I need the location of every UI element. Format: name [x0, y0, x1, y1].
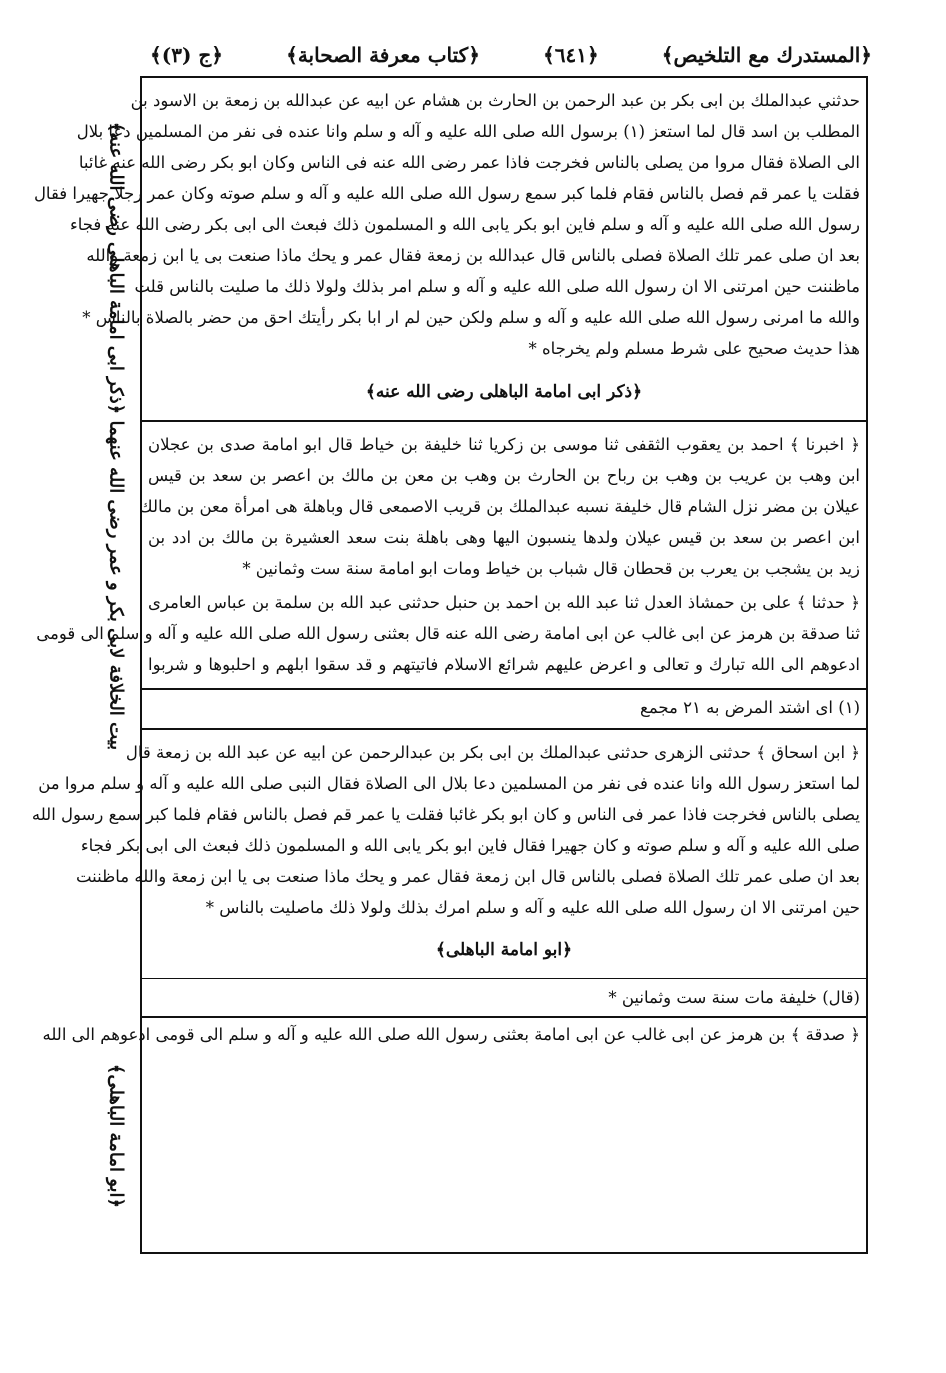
text-line: صلى الله عليه و آله و سلم صوته و كان جهيرا فقال فاين ابو بكر يابى الله و المسلمون ذلك فبعث الى ابى بكر فجاء: [80, 836, 860, 855]
text-line: لما استعز رسول الله وانا عنده فى نفر من المسلمين دعا بلال الى الصلاة فقال النبى صلى الله عليه و آله و سلم مروا من: [38, 774, 860, 793]
text-line: ادعوهم الى الله تبارك و تعالى و اعرض عليهم شرائع الاسلام فاتيتهم و قد سقوا ابلهم و احلبوها و شربوا: [148, 655, 860, 674]
section-divider: [142, 1016, 866, 1018]
text-line: (قال) خليفة مات سنة ست وثمانين *: [608, 988, 860, 1007]
text-line: ﴿ صدقة ﴾ بن هرمز عن ابى غالب عن ابى امامة بعثنى رسول الله صلى الله عليه و آله و سلم الى قومى ادعوهم الى الله: [42, 1025, 860, 1044]
header-volume: ﴿ج (٣)﴾: [150, 43, 224, 67]
text-line: بعد ان صلى عمر تلك الصلاة فصلى بالناس قال عبدالله بن زمعة فقال عمر و يحك ماذا صنعت بى يا ابن زمعة والله: [86, 246, 860, 265]
header-page-number: ﴿٦٤١﴾: [543, 43, 599, 67]
text-line: المطلب بن اسد قال لما استعز (١) برسول الله صلى الله عليه و آله و سلم وانا عنده فى نفر من المسلمين دعا بلال: [76, 122, 860, 141]
text-line: زيد بن يشجب بن يعرب بن قحطان قال شباب بن خياط ومات ابو امامة سنة ست وثمانين *: [242, 559, 860, 578]
section-divider: [142, 728, 866, 730]
text-line: الى الصلاة فقال مروا من يصلى بالناس فخرجت فاذا عمر رضى الله عنه فى الناس وكان ابو بكر رضى الله عنه غائبا: [78, 153, 860, 172]
header-chapter-title: ﴿كتاب معرفة الصحابة﴾: [286, 43, 480, 67]
section-heading: ﴿ابو امامة الباهلى﴾: [435, 940, 573, 960]
footnote-divider: [142, 688, 866, 690]
margin-note-upper: بيت الخلافة لابى بكر و عمر رضى الله عنهما ﴿ذكر ابى امامة الباهلى رضى الله عنه﴾: [105, 121, 127, 751]
text-line: ﴿ اخبرنا ﴾ احمد بن يعقوب الثقفى ثنا موسى بن زكريا ثنا خليفة بن خياط قال ابو امامة صدى بن عجلان: [148, 435, 860, 454]
section-heading: ﴿ذكر ابى امامة الباهلى رضى الله عنه﴾: [365, 382, 643, 402]
header-book-title: ﴿المستدرك مع التلخيص﴾: [661, 43, 872, 67]
text-line: ثنا صدقة بن هرمز عن ابى غالب عن ابى امامة رضى الله عنه قال بعثنى رسول الله صلى الله عليه و آله و سلم الى قومى: [36, 624, 860, 643]
text-line: ﴿ حدثنا ﴾ على بن حمشاذ العدل ثنا عبد الله بن احمد بن حنبل حدثنى عبد الله بن سلمة بن عباس العامرى: [148, 593, 860, 612]
text-line: عيلان بن مضر نزل الشام قال خليفة نسبه عبدالملك بن قريب الاصمعى قال وباهلة هى امرأة معن بن مالك: [139, 497, 860, 516]
section-divider: [142, 420, 866, 422]
section-divider: [142, 978, 866, 979]
text-line: ابن وهب بن عريب بن وهب بن رباح بن الحارث بن وهب بن معن بن مالك بن اعصر بن سعد بن قيس: [148, 466, 860, 485]
text-line: والله ما امرنى رسول الله صلى الله عليه و آله و سلم ولكن حين لم ار ابا بكر رأيتك احق من حضر بالصلاة بالناس *: [82, 308, 860, 327]
text-line: رسول الله صلى الله عليه و آله و سلم فاين ابو بكر يابى الله و المسلمون ذلك فبعث الى ابى بكر رضى الله عنه فجاء: [69, 215, 860, 234]
text-line: ﴿ ابن اسحاق ﴾ حدثنى الزهرى حدثنى عبدالملك بن ابى بكر بن عبدالرحمن عن ابيه عن عبد الله بن زمعة قال: [125, 743, 860, 762]
text-line: بعد ان صلى عمر تلك الصلاة فصلى بالناس قال ابن زمعة فقال عمر و يحك ماذا صنعت بى يا ابن زمعة والله ماظننت: [75, 867, 860, 886]
text-line: فقلت يا عمر قم فصل بالناس فقام فلما كبر سمع رسول الله صلى الله عليه و آله و سلم صوته وكان عمر رجلا جهيرا فقال: [33, 184, 860, 203]
footnote: (١) اى اشتد المرض به ٢١ مجمع: [640, 698, 860, 717]
margin-note-lower: ﴿ابو امامة الباهلى﴾: [105, 1063, 127, 1209]
text-line: ابن اعصر بن سعد بن قيس عيلان ولدها ينسبون اليها وهى باهلة بنت سعد العشيرة بن مالك بن ادد بن: [148, 528, 860, 547]
text-line: ماظننت حين امرتنى الا ان رسول الله صلى الله عليه و آله و سلم امر بذلك ولولا ذلك ما صليت بالناس قلت: [134, 277, 860, 296]
text-line: حين امرتنى الا ان رسول الله صلى الله عليه و آله و سلم امرك بذلك ولولا ذلك ماصليت بالناس *: [205, 898, 860, 917]
text-line: هذا حديث صحيح على شرط مسلم ولم يخرجاه *: [528, 339, 860, 358]
running-header: [150, 38, 872, 72]
text-line: يصلى بالناس فخرجت فاذا عمر فى الناس و كان ابو بكر غائبا فقلت يا عمر قم فصل بالناس فقام فلما كبر سمع رسول الله: [31, 805, 860, 824]
text-line: حدثني عبدالملك بن ابى بكر بن عبد الرحمن بن الحارث بن هشام عن ابيه عن عبدالله بن زمعة بن الاسود بن: [130, 91, 860, 110]
